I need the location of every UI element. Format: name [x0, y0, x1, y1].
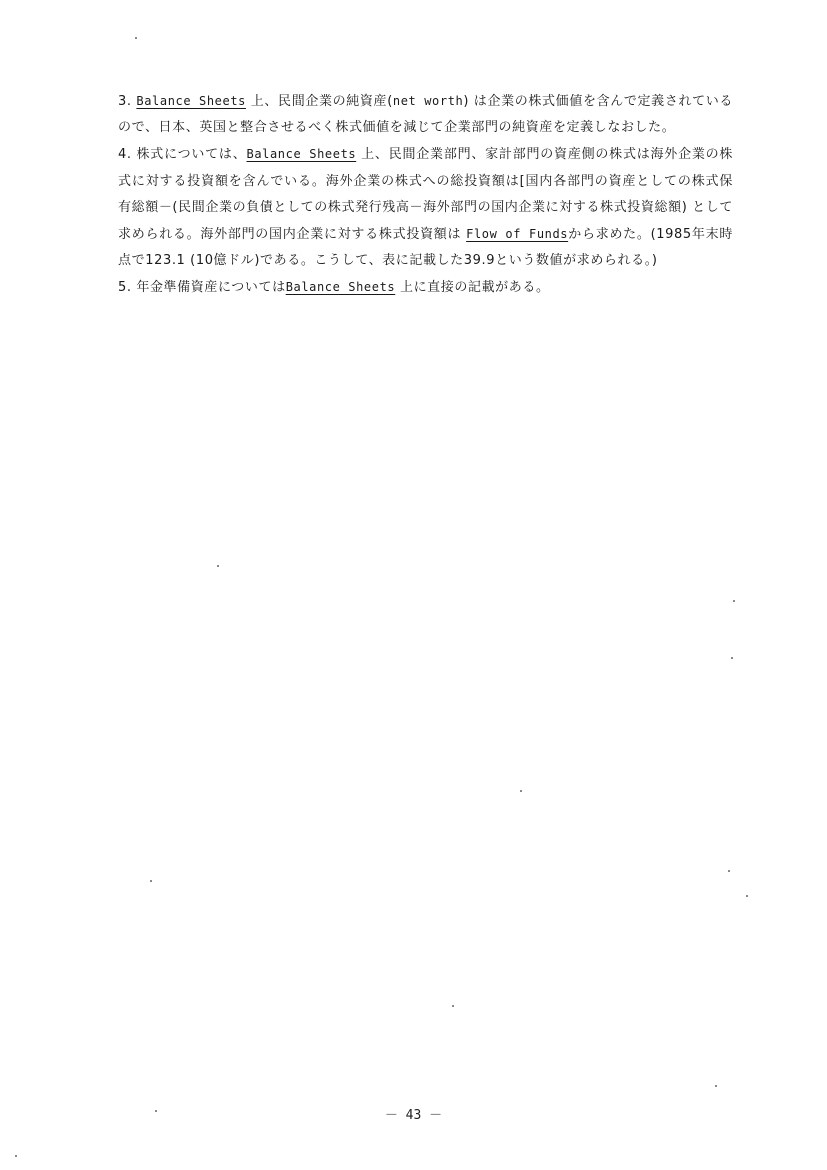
note-text: 株式については、	[131, 147, 247, 163]
note-text: 上に直接の記載がある。	[395, 280, 550, 296]
note-text: から求めた。(1985年末時点で123.1 (10億ドル)である。こうして、表に記載した39.9という数値が求められる。)	[118, 227, 733, 269]
scan-speck	[731, 657, 733, 659]
english-term: net worth	[392, 94, 464, 108]
note-text: 年金準備資産については	[131, 280, 286, 296]
note-text: 上、民間企業部門、家計部門の資産側の株式は海外企業の株式に対する投資額を含んでいる。海外企業の株式への総投資額は[国内各部門の資産としての株式保有総額－(民間企業の負債としての株式発行残高－海外部門の国内企業に対する株式投資総額) として求められる。海外部門の国内企業に対する株式投資額は	[118, 147, 734, 243]
scan-speck	[15, 1155, 17, 1157]
note-5	[118, 274, 733, 301]
scan-speck	[150, 880, 152, 882]
note-text: 上、民間企業の純資産(	[245, 94, 393, 109]
source-name-underlined: Balance Sheets	[136, 94, 246, 108]
source-name-underlined: Balance Sheets	[285, 280, 396, 295]
scan-speck	[155, 1110, 157, 1112]
scan-speck	[728, 870, 730, 872]
scan-speck	[733, 600, 735, 602]
scan-speck	[452, 1005, 454, 1007]
note-4	[118, 141, 733, 274]
scan-speck	[520, 790, 522, 792]
source-name-underlined: Flow of Funds	[466, 227, 569, 242]
note-3	[118, 88, 733, 141]
note-text: ) は企業の株式価値を含んで定義されているので、日本、英国と整合させるべく株式価値を減じて企業部門の純資産を定義しなおした。	[118, 94, 734, 136]
scan-speck	[715, 1085, 717, 1087]
source-name-underlined: Balance Sheets	[246, 147, 357, 162]
note-number: 3.	[118, 94, 132, 109]
note-number: 5.	[118, 280, 132, 296]
notes-section	[118, 88, 733, 302]
scan-speck	[746, 895, 748, 897]
scan-speck	[217, 565, 219, 567]
page-number: － 43 －	[384, 1108, 443, 1123]
scan-speck	[135, 37, 137, 39]
note-number: 4.	[118, 147, 132, 163]
